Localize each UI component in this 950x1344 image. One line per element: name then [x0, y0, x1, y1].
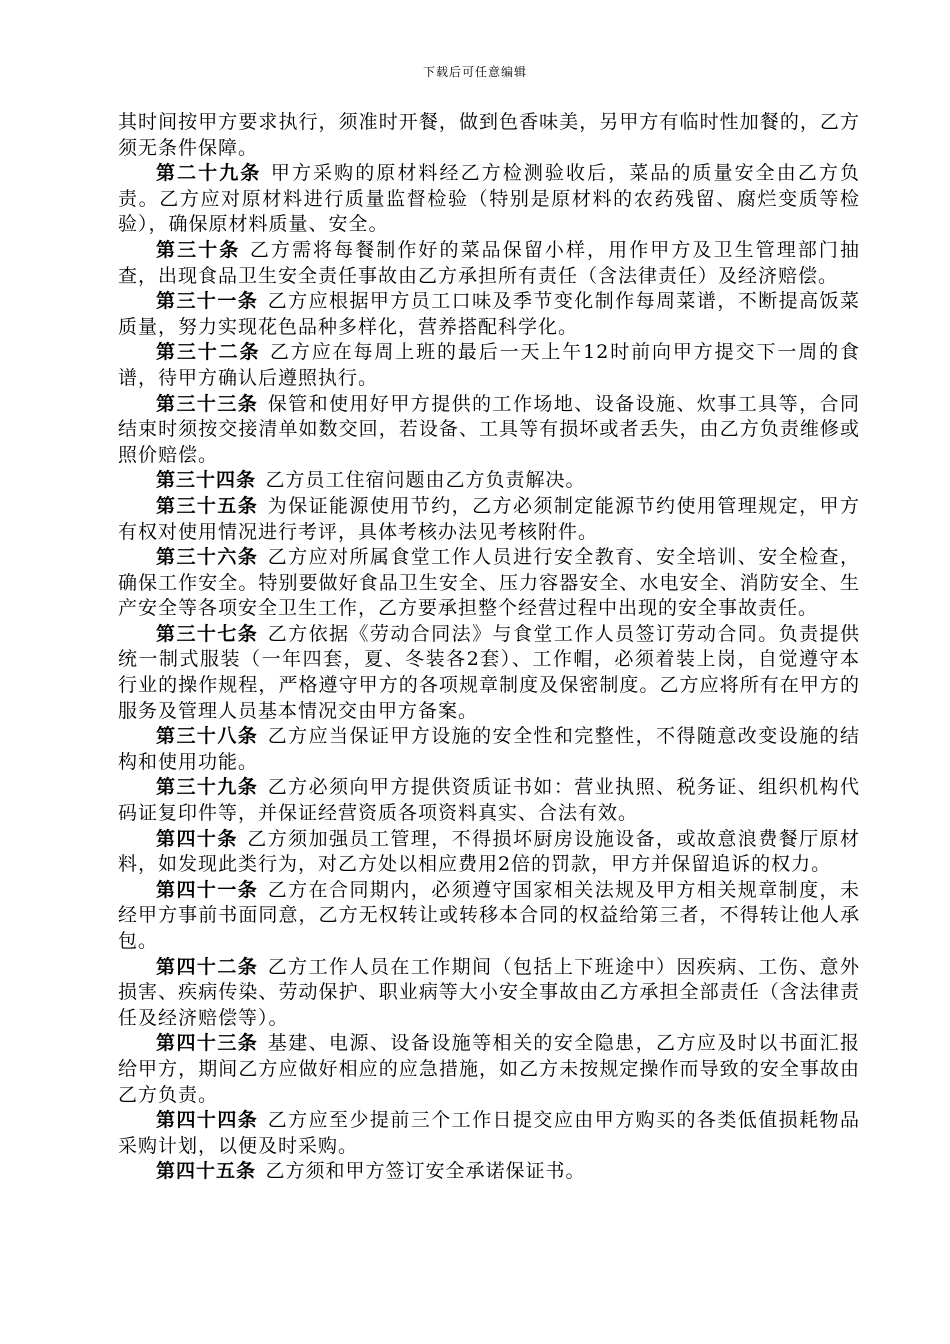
article-label: 第四十条 — [156, 827, 238, 850]
intro-paragraph: 其时间按甲方要求执行，须准时开餐，做到色香味美，另甲方有临时性加餐的，乙方须无条件保障。 — [118, 111, 860, 159]
article-label: 第二十九条 — [156, 162, 262, 185]
article-text: 保管和使用好甲方提供的工作场地、设备设施、炊事工具等，合同结束时须按交接清单如数交回，若设备、工具等有损坏或者丢失，由乙方负责维修或照价赔偿。 — [118, 392, 860, 466]
article-label: 第四十三条 — [156, 1032, 259, 1055]
article-label: 第四十四条 — [156, 1109, 259, 1132]
article-label: 第三十三条 — [156, 392, 259, 415]
article-label: 第四十二条 — [156, 955, 259, 978]
article-paragraph — [118, 827, 860, 878]
article-paragraph — [118, 775, 860, 826]
article-paragraph — [118, 1108, 860, 1159]
article-text: 乙方员工住宿问题由乙方负责解决。 — [265, 469, 586, 492]
article-text: 乙方应根据甲方员工口味及季节变化制作每周菜谱，不断提高饭菜质量，努力实现花色品种多样化，营养搭配科学化。 — [118, 290, 860, 338]
article-label: 第三十四条 — [156, 469, 257, 492]
article-paragraph — [118, 392, 860, 469]
article-text: 乙方应当保证甲方设施的安全性和完整性，不得随意改变设施的结构和使用功能。 — [118, 725, 860, 773]
article-text: 为保证能源使用节约，乙方必须制定能源节约使用管理规定，甲方有权对使用情况进行考评，具体考核办法见考核附件。 — [118, 494, 860, 543]
article-paragraph — [118, 622, 860, 724]
article-label: 第三十五条 — [156, 494, 259, 517]
article-label: 第四十一条 — [156, 878, 259, 901]
article-label: 第三十七条 — [156, 622, 259, 645]
article-label: 第三十二条 — [156, 341, 261, 364]
article-paragraph — [118, 878, 860, 955]
article-paragraph — [118, 289, 860, 340]
article-text: 乙方在合同期内，必须遵守国家相关法规及甲方相关规章制度，未经甲方事前书面同意，乙方无权转让或转移本合同的权益给第三者，不得转让他人承包。 — [118, 878, 860, 952]
article-paragraph — [118, 340, 860, 391]
article-list — [118, 161, 860, 1185]
article-label: 第三十一条 — [156, 290, 259, 313]
article-label: 第四十五条 — [156, 1160, 257, 1183]
article-text: 乙方应至少提前三个工作日提交应由甲方购买的各类低值损耗物品采购计划，以便及时采购。 — [118, 1109, 860, 1157]
article-paragraph — [118, 468, 860, 494]
page-header: 下载后可任意编辑 — [422, 65, 527, 79]
article-paragraph — [118, 955, 860, 1032]
article-text: 乙方必须向甲方提供资质证书如：营业执照、税务证、组织机构代码证复印件等，并保证经营资质各项资料真实、合法有效。 — [118, 776, 860, 825]
article-text: 乙方须和甲方签订安全承诺保证书。 — [265, 1160, 586, 1183]
document-body — [118, 110, 860, 1185]
article-paragraph — [118, 161, 860, 238]
article-text: 乙方需将每餐制作好的菜品保留小样，用作甲方及卫生管理部门抽查，出现食品卫生安全责任事故由乙方承担所有责任（含法律责任）及经济赔偿。 — [118, 238, 860, 287]
article-paragraph — [118, 238, 860, 289]
article-paragraph — [118, 1159, 860, 1185]
article-paragraph — [118, 494, 860, 545]
article-label: 第三十九条 — [156, 776, 259, 799]
article-text: 乙方工作人员在工作期间（包括上下班途中）因疾病、工伤、意外损害、疾病传染、劳动保护、职业病等大小安全事故由乙方承担全部责任（含法律责任及经济赔偿等）。 — [118, 955, 860, 1029]
article-paragraph — [118, 724, 860, 775]
article-text: 甲方采购的原材料经乙方检测验收后，菜品的质量安全由乙方负责。乙方应对原材料进行质量监督检验（特别是原材料的农药残留、腐烂变质等检验），确保原材料质量、安全。 — [118, 162, 860, 236]
article-text: 乙方依据《劳动合同法》与食堂工作人员签订劳动合同。负责提供统一制式服装（一年四套，夏、冬装各2套）、工作帽，必须着装上岗，自觉遵守本行业的操作规程，严格遵守甲方的各项规章制度及保密制度。乙方应将所有在甲方的服务及管理人员基本情况交由甲方备案。 — [118, 622, 860, 722]
article-label: 第三十条 — [156, 238, 241, 261]
article-text: 乙方须加强员工管理，不得损坏厨房设施设备，或故意浪费餐厅原材料，如发现此类行为，对乙方处以相应费用2倍的罚款，甲方并保留追诉的权力。 — [118, 827, 860, 876]
article-paragraph — [118, 1031, 860, 1108]
article-text: 基建、电源、设备设施等相关的安全隐患，乙方应及时以书面汇报给甲方，期间乙方应做好相应的应急措施，如乙方未按规定操作而导致的安全事故由乙方负责。 — [118, 1032, 860, 1106]
article-text: 乙方应对所属食堂工作人员进行安全教育、安全培训、安全检查，确保工作安全。特别要做好食品卫生安全、压力容器安全、水电安全、消防安全、生产安全等各项安全卫生工作，乙方要承担整个经营过程中出现的安全事故责任。 — [118, 546, 860, 620]
article-text: 乙方应在每周上班的最后一天上午12时前向甲方提交下一周的食谱，待甲方确认后遵照执行。 — [118, 341, 860, 389]
article-label: 第三十八条 — [156, 725, 259, 748]
article-label: 第三十六条 — [156, 546, 259, 569]
article-paragraph — [118, 545, 860, 622]
